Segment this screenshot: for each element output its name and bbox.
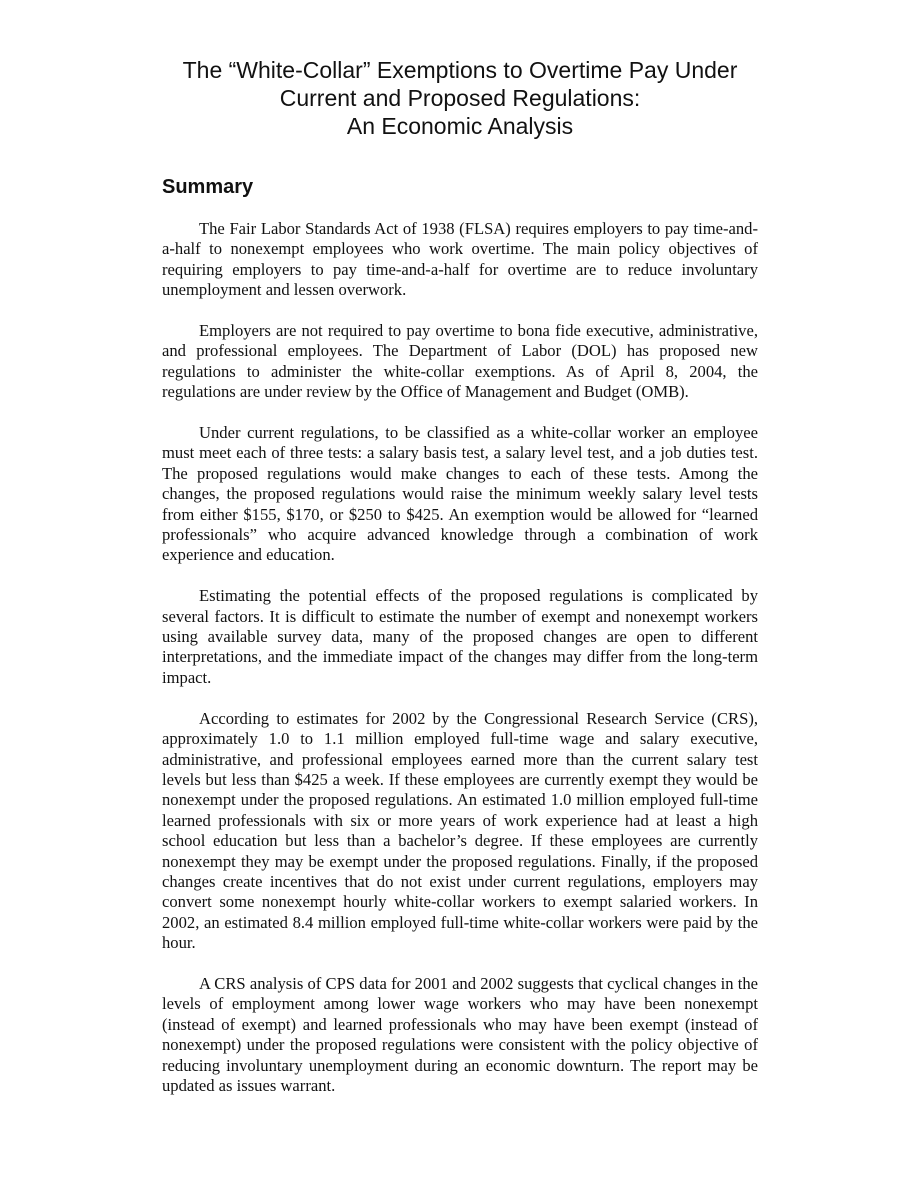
title-line-3: An Economic Analysis [346,113,574,139]
paragraph-1: The Fair Labor Standards Act of 1938 (FLSA) requires employers to pay time-and-a-half to nonexempt employees who work overtime. The main policy objectives of requiring employers to pay time-and-a-half for overtime are to reduce involuntary unemployment and lessen overwork. [162,219,758,300]
paragraph-2: Employers are not required to pay overtime to bona fide executive, administrative, and professional employees. The Department of Labor (DOL) has proposed new regulations to administer the white-collar exemptions. As of April 8, 2004, the regulations are under review by the Office of Management and Budget (OMB). [162,321,758,402]
summary-body [162,219,758,1117]
title-line-2: Current and Proposed Regulations: [279,85,641,111]
paragraph-5: According to estimates for 2002 by the Congressional Research Service (CRS), approximately 1.0 to 1.1 million employed full-time wage and salary executive, administrative, and professional employees earned more than the current salary test levels but less than $425 a week. If these employees are currently exempt they would be nonexempt under the proposed regulations. An estimated 1.0 million employed full-time learned professionals with six or more years of work experience had at least a high school education but less than a bachelor’s degree. If these employees are currently nonexempt they may be exempt under the proposed regulations. Finally, if the proposed changes create incentives that do not exist under current regulations, employers may convert some nonexempt hourly white-collar workers to exempt salaried workers. In 2002, an estimated 8.4 million employed full-time white-collar workers were paid by the hour. [162,708,758,953]
paragraph-6: A CRS analysis of CPS data for 2001 and 2002 suggests that cyclical changes in the levels of employment among lower wage workers who may have been nonexempt (instead of exempt) and learned professionals who may have been exempt (instead of nonexempt) under the proposed regulations were consistent with the policy objective of reducing involuntary unemployment during an economic downturn. The report may be updated as issues warrant. [162,973,758,1095]
document-title [130,56,790,140]
title-line-1: The “White-Collar” Exemptions to Overtime Pay Under [182,57,738,83]
paragraph-3: Under current regulations, to be classified as a white-collar worker an employee must meet each of three tests: a salary basis test, a salary level test, and a job duties test. The proposed regulations would make changes to each of these tests. Among the changes, the proposed regulations would raise the minimum weekly salary level tests from either $155, $170, or $250 to $425. An exemption would be allowed for “learned professionals” who acquire advanced knowledge through a combination of work experience and education. [162,423,758,565]
paragraph-4: Estimating the potential effects of the proposed regulations is complicated by several factors. It is difficult to estimate the number of exempt and nonexempt workers using available survey data, many of the proposed changes are open to different interpretations, and the immediate impact of the changes may differ from the long-term impact. [162,586,758,687]
section-heading-summary: Summary [162,176,254,198]
